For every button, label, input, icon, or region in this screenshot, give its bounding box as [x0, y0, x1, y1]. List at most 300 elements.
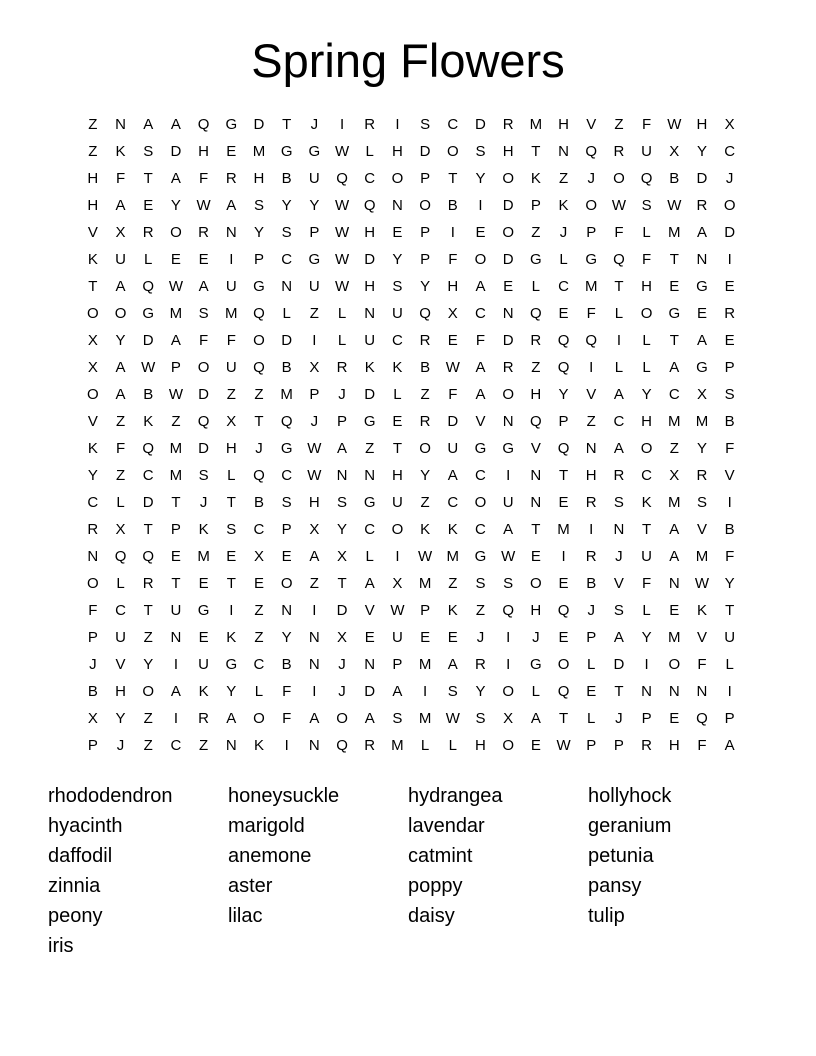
- grid-cell: L: [448, 737, 457, 754]
- grid-cell: A: [613, 629, 624, 646]
- grid-cell: L: [144, 251, 153, 268]
- grid-cell: V: [115, 656, 126, 673]
- grid-row: [79, 435, 744, 462]
- grid-cell: L: [393, 386, 402, 403]
- grid-cell: I: [312, 683, 317, 700]
- grid-cell: X: [115, 224, 126, 241]
- grid-cell: O: [197, 359, 210, 376]
- grid-cell: O: [640, 440, 653, 457]
- grid-cell: R: [641, 737, 653, 754]
- grid-cell: Q: [142, 278, 155, 295]
- grid-cell: A: [724, 737, 735, 754]
- grid-cell: E: [475, 224, 486, 241]
- grid-cell: J: [559, 224, 568, 241]
- grid-row: [79, 597, 744, 624]
- grid-cell: A: [364, 710, 375, 727]
- grid-cell: O: [114, 305, 127, 322]
- grid-cell: I: [395, 548, 400, 565]
- grid-cell: A: [309, 548, 320, 565]
- grid-cell: Z: [531, 224, 541, 241]
- grid-cell: D: [613, 656, 625, 673]
- grid-cell: Z: [309, 575, 319, 592]
- grid-cell: Q: [280, 413, 293, 430]
- grid-row: [79, 543, 744, 570]
- grid-cell: X: [309, 359, 320, 376]
- grid-cell: F: [475, 332, 486, 349]
- grid-cell: N: [225, 737, 237, 754]
- grid-cell: C: [253, 656, 265, 673]
- word-list: [48, 781, 768, 961]
- grid-cell: G: [530, 656, 542, 673]
- grid-cell: N: [364, 656, 376, 673]
- grid-cell: Q: [696, 710, 708, 727]
- word-list-column: [48, 781, 228, 961]
- grid-cell: P: [392, 656, 403, 673]
- grid-cell: X: [392, 575, 403, 592]
- grid-cell: E: [558, 305, 569, 322]
- word-item: lavendar: [408, 815, 485, 837]
- grid-cell: I: [506, 656, 511, 673]
- grid-cell: Q: [197, 413, 210, 430]
- grid-cell: A: [170, 683, 181, 700]
- grid-cell: L: [614, 305, 624, 322]
- grid-cell: A: [475, 359, 486, 376]
- grid-cell: F: [448, 386, 458, 403]
- grid-cell: D: [142, 332, 154, 349]
- grid-cell: L: [614, 359, 624, 376]
- grid-cell: P: [586, 737, 597, 754]
- grid-cell: U: [364, 332, 376, 349]
- grid-cell: W: [334, 224, 350, 241]
- grid-cell: Z: [420, 386, 430, 403]
- grid-cell: Q: [419, 305, 431, 322]
- grid-cell: A: [198, 278, 209, 295]
- grid-cell: P: [87, 737, 98, 754]
- grid-cell: W: [501, 548, 516, 565]
- grid-cell: C: [613, 413, 625, 430]
- grid-cell: J: [338, 683, 346, 700]
- grid-cell: V: [696, 629, 707, 646]
- grid-cell: X: [669, 467, 680, 484]
- grid-cell: O: [391, 170, 404, 187]
- grid-cell: W: [445, 359, 460, 376]
- grid-cell: P: [281, 521, 292, 538]
- grid-cell: N: [281, 602, 293, 619]
- grid-cell: Z: [531, 359, 541, 376]
- grid-cell: K: [558, 197, 569, 214]
- grid-row: [79, 732, 744, 759]
- grid-cell: S: [447, 683, 458, 700]
- grid-row: [79, 624, 744, 651]
- grid-row: [79, 138, 744, 165]
- grid-cell: O: [419, 440, 431, 457]
- word-item: honeysuckle: [228, 785, 340, 807]
- grid-cell: A: [226, 710, 237, 727]
- grid-cell: Z: [614, 116, 624, 133]
- grid-cell: W: [334, 197, 350, 214]
- grid-cell: D: [502, 251, 514, 268]
- grid-cell: N: [696, 251, 708, 268]
- grid-cell: O: [668, 656, 681, 673]
- grid-cell: A: [669, 548, 680, 565]
- grid-cell: C: [391, 332, 403, 349]
- grid-cell: J: [532, 629, 540, 646]
- grid-cell: S: [198, 467, 209, 484]
- grid-cell: N: [502, 305, 514, 322]
- grid-cell: O: [87, 386, 99, 403]
- grid-cell: J: [310, 116, 319, 133]
- grid-cell: Y: [558, 386, 569, 403]
- grid-cell: F: [697, 737, 707, 754]
- grid-cell: Y: [641, 386, 652, 403]
- grid-cell: P: [309, 386, 320, 403]
- grid-cell: J: [338, 386, 346, 403]
- grid-cell: Y: [475, 683, 486, 700]
- grid-cell: R: [225, 170, 237, 187]
- grid-cell: K: [420, 521, 431, 538]
- grid-cell: G: [363, 413, 376, 430]
- grid-cell: X: [696, 386, 707, 403]
- grid-cell: Q: [336, 737, 348, 754]
- grid-cell: X: [115, 521, 126, 538]
- grid-cell: L: [642, 224, 651, 241]
- grid-row: [79, 516, 744, 543]
- grid-cell: G: [253, 278, 265, 295]
- grid-cell: Q: [557, 440, 570, 457]
- grid-cell: S: [475, 710, 486, 727]
- grid-cell: P: [420, 602, 431, 619]
- grid-cell: R: [364, 116, 376, 133]
- grid-cell: W: [556, 737, 571, 754]
- grid-cell: V: [364, 602, 375, 619]
- grid-cell: W: [694, 575, 710, 592]
- grid-cell: S: [281, 224, 292, 241]
- grid-cell: E: [696, 305, 707, 322]
- grid-cell: R: [336, 359, 348, 376]
- grid-cell: L: [227, 467, 236, 484]
- grid-cell: O: [142, 683, 155, 700]
- grid-cell: A: [337, 440, 348, 457]
- word-item: tulip: [588, 905, 625, 927]
- grid-cell: I: [616, 332, 621, 349]
- grid-cell: T: [171, 494, 181, 511]
- grid-cell: F: [642, 251, 652, 268]
- grid-cell: G: [225, 116, 238, 133]
- grid-cell: M: [668, 224, 681, 241]
- grid-cell: E: [669, 602, 680, 619]
- grid-cell: M: [557, 521, 570, 538]
- grid-cell: H: [364, 278, 376, 295]
- word-item: geranium: [588, 815, 672, 837]
- grid-cell: K: [364, 359, 375, 376]
- grid-cell: O: [502, 386, 514, 403]
- grid-cell: F: [697, 656, 707, 673]
- grid-cell: M: [197, 548, 210, 565]
- grid-cell: X: [87, 710, 98, 727]
- grid-cell: W: [334, 251, 350, 268]
- grid-cell: X: [87, 332, 98, 349]
- grid-row: [79, 300, 744, 327]
- grid-cell: Y: [281, 197, 292, 214]
- grid-cell: P: [170, 359, 181, 376]
- grid-cell: B: [87, 683, 98, 700]
- grid-cell: B: [281, 656, 292, 673]
- grid-cell: Z: [254, 602, 264, 619]
- grid-cell: V: [696, 521, 707, 538]
- grid-cell: Z: [171, 413, 181, 430]
- grid-cell: I: [312, 332, 317, 349]
- grid-cell: R: [502, 116, 514, 133]
- grid-cell: Z: [143, 710, 153, 727]
- grid-cell: X: [309, 521, 320, 538]
- grid-row: [79, 678, 744, 705]
- grid-cell: V: [530, 440, 541, 457]
- grid-cell: U: [308, 278, 320, 295]
- grid-cell: A: [669, 521, 680, 538]
- grid-cell: E: [447, 332, 458, 349]
- grid-cell: D: [696, 170, 708, 187]
- grid-cell: R: [585, 548, 597, 565]
- grid-cell: J: [255, 440, 263, 457]
- grid-cell: O: [502, 683, 514, 700]
- grid-cell: D: [502, 332, 514, 349]
- grid-cell: L: [116, 494, 125, 511]
- grid-cell: E: [669, 710, 680, 727]
- grid-cell: B: [253, 494, 264, 511]
- grid-cell: N: [668, 683, 680, 700]
- grid-cell: K: [87, 440, 98, 457]
- grid-cell: Q: [142, 440, 155, 457]
- grid-cell: R: [198, 710, 210, 727]
- grid-cell: A: [226, 197, 237, 214]
- grid-cell: M: [280, 386, 293, 403]
- grid-row: [79, 570, 744, 597]
- grid-cell: B: [669, 170, 680, 187]
- grid-cell: Z: [88, 116, 98, 133]
- grid-cell: A: [447, 656, 458, 673]
- grid-cell: G: [585, 251, 598, 268]
- grid-cell: L: [254, 683, 264, 700]
- grid-cell: I: [229, 251, 234, 268]
- grid-cell: A: [475, 278, 486, 295]
- grid-cell: R: [724, 305, 736, 322]
- grid-cell: S: [281, 494, 292, 511]
- grid-cell: H: [198, 143, 210, 160]
- grid-cell: Q: [640, 170, 653, 187]
- grid-cell: H: [530, 386, 542, 403]
- grid-cell: G: [225, 656, 238, 673]
- grid-cell: K: [198, 683, 209, 700]
- grid-cell: O: [280, 575, 293, 592]
- grid-cell: Q: [585, 332, 598, 349]
- grid-cell: P: [724, 710, 735, 727]
- grid-cell: E: [198, 629, 209, 646]
- grid-cell: Q: [336, 170, 348, 187]
- grid-cell: A: [309, 710, 320, 727]
- grid-cell: D: [281, 332, 293, 349]
- grid-cell: M: [418, 656, 432, 673]
- grid-cell: M: [252, 143, 266, 160]
- grid-cell: G: [308, 143, 321, 160]
- grid-cell: P: [309, 224, 320, 241]
- grid-cell: U: [724, 629, 736, 646]
- grid-cell: O: [446, 143, 459, 160]
- grid-cell: G: [696, 359, 708, 376]
- grid-cell: J: [89, 656, 97, 673]
- grid-cell: U: [391, 494, 403, 511]
- grid-cell: F: [226, 332, 236, 349]
- grid-cell: O: [391, 521, 404, 538]
- grid-cell: X: [253, 548, 264, 565]
- grid-cell: V: [475, 413, 486, 430]
- grid-cell: I: [173, 656, 178, 673]
- grid-cell: I: [589, 521, 594, 538]
- grid-cell: R: [364, 737, 376, 754]
- grid-cell: F: [642, 116, 652, 133]
- grid-cell: Q: [253, 305, 265, 322]
- grid-cell: A: [669, 359, 680, 376]
- grid-cell: P: [337, 413, 348, 430]
- grid-cell: Z: [88, 143, 98, 160]
- grid-cell: U: [502, 494, 514, 511]
- grid-cell: W: [168, 386, 183, 403]
- grid-cell: X: [87, 359, 98, 376]
- grid-cell: C: [475, 305, 486, 322]
- grid-cell: U: [198, 656, 210, 673]
- grid-cell: L: [337, 332, 347, 349]
- grid-cell: C: [281, 467, 293, 484]
- grid-cell: A: [115, 359, 126, 376]
- grid-cell: E: [530, 737, 541, 754]
- word-list-column: [408, 781, 588, 961]
- grid-cell: J: [310, 413, 319, 430]
- word-item: poppy: [408, 875, 463, 897]
- grid-cell: C: [724, 143, 736, 160]
- grid-cell: E: [392, 224, 403, 241]
- grid-cell: H: [585, 467, 597, 484]
- grid-cell: O: [253, 332, 265, 349]
- grid-cell: A: [170, 170, 181, 187]
- grid-cell: E: [170, 251, 181, 268]
- word-item: daisy: [408, 905, 455, 927]
- grid-cell: T: [669, 251, 679, 268]
- grid-cell: N: [391, 197, 403, 214]
- grid-cell: Z: [226, 386, 236, 403]
- grid-cell: V: [586, 116, 597, 133]
- grid-cell: E: [364, 629, 375, 646]
- grid-cell: O: [557, 656, 570, 673]
- grid-cell: Q: [585, 143, 598, 160]
- grid-cell: G: [280, 143, 293, 160]
- grid-cell: C: [447, 494, 459, 511]
- word-item: peony: [48, 905, 103, 927]
- grid-cell: E: [447, 629, 458, 646]
- grid-cell: B: [586, 575, 597, 592]
- grid-cell: T: [88, 278, 98, 295]
- grid-cell: K: [530, 170, 541, 187]
- grid-cell: L: [725, 656, 734, 673]
- grid-cell: L: [116, 575, 125, 592]
- grid-cell: C: [558, 278, 569, 295]
- grid-cell: B: [143, 386, 154, 403]
- grid-cell: X: [669, 143, 680, 160]
- grid-cell: E: [226, 548, 237, 565]
- word-item: aster: [228, 875, 273, 897]
- grid-row: [79, 111, 744, 138]
- grid-cell: Z: [586, 413, 596, 430]
- word-item: rhododendron: [48, 785, 173, 807]
- grid-cell: S: [253, 197, 264, 214]
- grid-cell: C: [668, 386, 680, 403]
- grid-cell: B: [281, 170, 292, 187]
- grid-cell: K: [641, 494, 652, 511]
- grid-cell: N: [364, 467, 376, 484]
- word-item: marigold: [228, 815, 305, 837]
- grid-cell: Y: [115, 710, 126, 727]
- grid-cell: J: [338, 656, 346, 673]
- grid-cell: Q: [557, 332, 570, 349]
- grid-cell: L: [587, 710, 596, 727]
- grid-cell: G: [197, 602, 210, 619]
- grid-cell: K: [143, 413, 154, 430]
- grid-cell: T: [614, 278, 624, 295]
- grid-cell: X: [503, 710, 514, 727]
- grid-cell: A: [530, 710, 541, 727]
- grid-cell: J: [725, 170, 734, 187]
- grid-cell: F: [614, 224, 624, 241]
- grid-cell: T: [226, 575, 236, 592]
- grid-cell: O: [585, 197, 598, 214]
- grid-row: [79, 354, 744, 381]
- grid-cell: C: [447, 116, 459, 133]
- grid-cell: P: [253, 251, 264, 268]
- grid-cell: E: [503, 278, 514, 295]
- grid-cell: N: [115, 116, 126, 133]
- grid-cell: C: [475, 521, 486, 538]
- grid-cell: T: [558, 467, 569, 484]
- grid-cell: M: [446, 548, 460, 565]
- grid-cell: R: [530, 332, 542, 349]
- grid-cell: P: [170, 521, 181, 538]
- grid-cell: N: [281, 278, 293, 295]
- grid-cell: A: [503, 521, 514, 538]
- grid-cell: T: [226, 494, 236, 511]
- grid-cell: I: [284, 737, 289, 754]
- grid-cell: N: [530, 467, 542, 484]
- grid-cell: L: [642, 359, 651, 376]
- grid-cell: I: [561, 548, 566, 565]
- word-item: hyacinth: [48, 815, 123, 837]
- grid-cell: S: [696, 494, 707, 511]
- grid-cell: Q: [557, 359, 570, 376]
- grid-cell: S: [503, 575, 514, 592]
- grid-cell: F: [115, 170, 126, 187]
- word-item: catmint: [408, 845, 473, 867]
- grid-cell: V: [87, 224, 98, 241]
- grid-row: [79, 192, 744, 219]
- grid-cell: H: [558, 116, 569, 133]
- grid-cell: R: [142, 224, 154, 241]
- grid-cell: R: [696, 467, 708, 484]
- grid-cell: M: [418, 575, 432, 592]
- grid-cell: W: [611, 197, 626, 214]
- grid-cell: F: [448, 251, 458, 268]
- grid-cell: T: [725, 602, 735, 619]
- grid-cell: Z: [115, 413, 126, 430]
- grid-cell: I: [589, 359, 594, 376]
- grid-cell: H: [475, 737, 486, 754]
- grid-cell: Y: [420, 278, 431, 295]
